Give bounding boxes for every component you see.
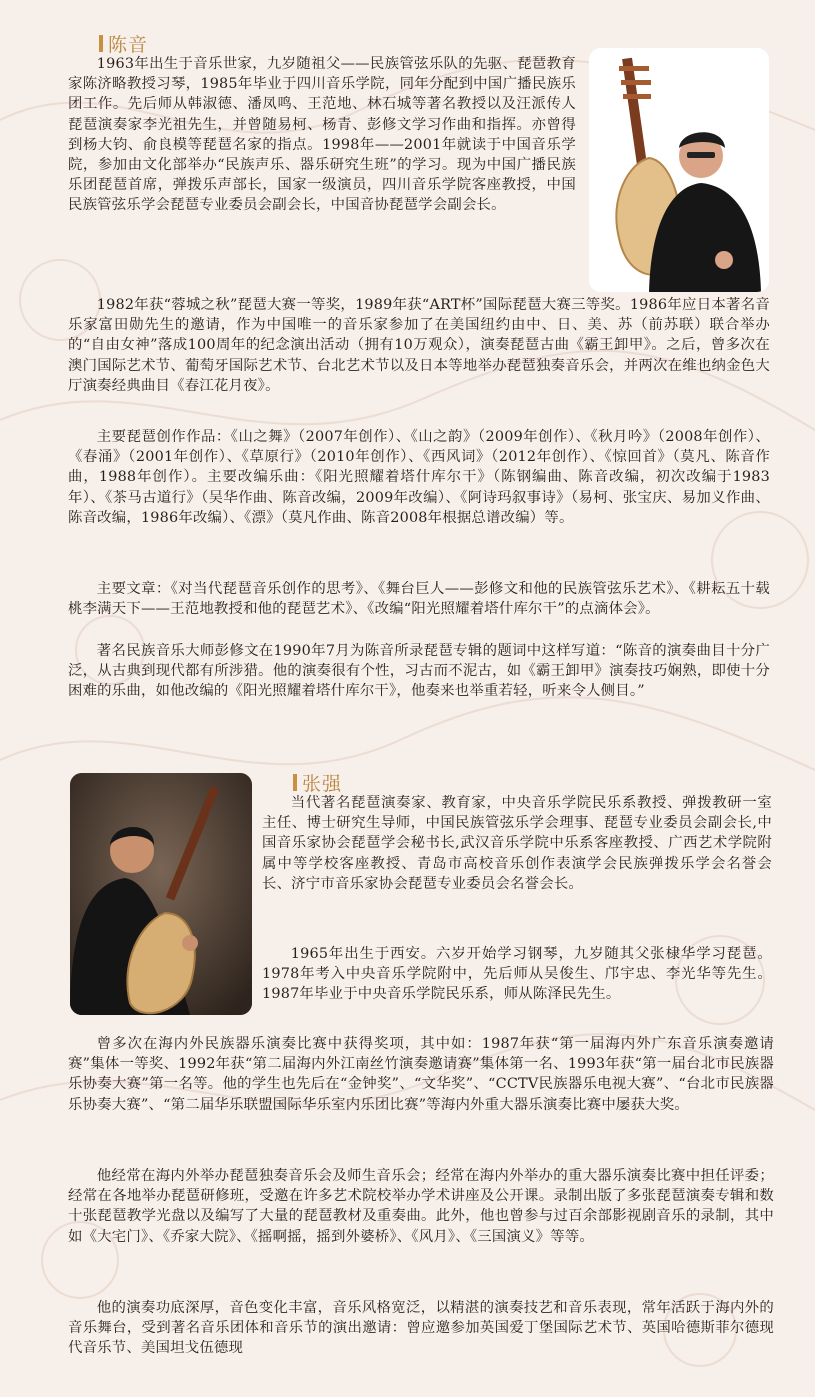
chen-yin-articles-paragraph: 主要文章：《对当代琵琶音乐创作的思考》、《舞台巨人——彭修文和他的民族管弦乐艺术》、《耕耘五十载桃李满天下——王范地教授和他的琵琶艺术》、《改编“阳光照耀着塔什库尔干”的点滴体会》。 xyxy=(68,581,770,618)
zhang-qiang-bio-paragraph-2: 1965年出生于西安。六岁开始学习钢琴，九岁随其父张棣华学习琵琶。1978年考入中央音乐学院附中，先后师从吴俊生、邝宇忠、李光华等先生。1987年毕业于中央音乐学院民乐系，师从陈泽民先生。 xyxy=(262,946,772,1003)
section-title-zhang-qiang xyxy=(293,769,342,796)
title-marker xyxy=(99,35,103,52)
zhang-qiang-activities-paragraph: 他经常在海内外举办琵琶独奏音乐会及师生音乐会；经常在海内外举办的重大器乐演奏比赛中担任评委；经常在各地举办琵琶研修班，受邀在许多艺术院校举办学术讲座及公开课。录制出版了多张琵琶演奏专辑和数十张琵琶教学光盘以及编写了大量的琵琶教材及重奏曲。此外，他也曾参与过百余部影视剧音乐的录制，其中如《大宅门》、《乔家大院》、《摇啊摇，摇到外婆桥》、《风月》、《三国演义》等等。 xyxy=(68,1168,774,1245)
section-title-chen-yin xyxy=(99,30,148,57)
zhang-qiang-performance-paragraph: 他的演奏功底深厚，音色变化丰富，音乐风格宽泛，以精湛的演奏技艺和音乐表现，常年活跃于海内外的音乐舞台，受到著名音乐团体和音乐节的演出邀请：曾应邀参加英国爱丁堡国际艺术节、英国哈德斯菲尔德现代音乐节、美国坦戈伍德现 xyxy=(68,1300,774,1357)
section-name: 陈音 xyxy=(108,34,149,56)
chen-yin-quote-paragraph: 著名民族音乐大师彭修文在1990年7月为陈音所录琵琶专辑的题词中这样写道：“陈音的演奏曲目十分广泛，从古典到现代都有所涉猎。他的演奏很有个性，习古而不泥古，如《霸王卸甲》演奏技巧娴熟，即使十分困难的乐曲，如他改编的《阳光照耀着塔什库尔干》，他奏来也举重若轻，听来令人侧目。” xyxy=(68,643,770,700)
pipa-player-image xyxy=(589,48,769,292)
chen-yin-bio-paragraph-1: 1963年出生于音乐世家，九岁随祖父——民族管弦乐队的先驱、琵琶教育家陈济略教授习琴，1985年毕业于四川音乐学院，同年分配到中国广播民族乐团工作。先后师从韩淑德、潘凤鸣、王范地、林石城等著名教授以及汪派传人琵琶演奏家李光祖先生，并曾随易柯、杨青、彭修文学习作曲和指挥。亦曾得到杨大钧、俞良模等琵琶名家的指点。1998年——2001年就读于中国音乐学院，参加由文化部举办“民族声乐、器乐研究生班”的学习。现为中国广播民族乐团琵琶首席，弹拨乐声部长，国家一级演员，四川音乐学院客座教授，中国民族管弦乐学会琵琶专业委员会副会长，中国音协琵琶学会副会长。 xyxy=(68,56,576,214)
title-marker xyxy=(293,774,297,791)
portrait-photo-zhang-qiang xyxy=(70,773,252,1015)
zhang-qiang-awards-paragraph: 曾多次在海内外民族器乐演奏比赛中获得奖项，其中如：1987年获“第一届海内外广东音乐演奏邀请赛”集体一等奖、1992年获“第二届海内外江南丝竹演奏邀请赛”集体第一名、1993年获“第一届台北市民族器乐协奏大赛”第一名等。他的学生也先后在“金钟奖”、“文华奖”、“CCTV民族器乐电视大赛”、“台北市民族器乐协奏大赛”、“第二届华乐联盟国际华乐室内乐团比赛”等海内外重大器乐演奏比赛中屡获大奖。 xyxy=(68,1036,774,1113)
portrait-photo-chen-yin xyxy=(589,48,769,292)
chen-yin-works-paragraph: 主要琵琶创作作品：《山之舞》（2007年创作）、《山之韵》（2009年创作）、《秋月吟》（2008年创作）、《春涌》（2001年创作）、《草原行》（2010年创作）、《西风词》（2012年创作）、《惊回首》（莫凡、陈音作曲，1988年创作）。主要改编乐曲：《阳光照耀着塔什库尔干》（陈钢编曲、陈音改编，初次改编于1983年）、《茶马古道行》（吴华作曲、陈音改编，2009年改编）、《阿诗玛叙事诗》（易柯、张宝庆、易加义作曲、陈音改编，1986年改编）、《漂》（莫凡作曲、陈音2008年根据总谱改编）等。 xyxy=(68,429,770,526)
pipa-player-image xyxy=(70,773,252,1015)
chen-yin-awards-paragraph: 1982年获“蓉城之秋”琵琶大赛一等奖，1989年获“ART杯”国际琵琶大赛三等奖。1986年应日本著名音乐家富田勋先生的邀请，作为中国唯一的音乐家参加了在美国纽约由中、日、美、苏（前苏联）联合举办的“自由女神”落成100周年的纪念演出活动（拥有10万观众），演奏琵琶古曲《霸王卸甲》。之后，曾多次在澳门国际艺术节、葡萄牙国际艺术节、台北艺术节以及日本等地举办琵琶独奏音乐会，并两次在维也纳金色大厅演奏经典曲目《春江花月夜》。 xyxy=(68,297,770,394)
zhang-qiang-bio-paragraph-1: 当代著名琵琶演奏家、教育家，中央音乐学院民乐系教授、弹拨教研一室主任、博士研究生导师，中国民族管弦乐学会理事、琵琶专业委员会副会长,中国音乐家协会琵琶学会秘书长,武汉音乐学院中乐系客座教授、广西艺术学院附属中等学校客座教授、青岛市高校音乐创作表演学会民族弹拨乐学会名誉会长、济宁市音乐家协会琵琶专业委员会名誉会长。 xyxy=(262,795,772,892)
section-name: 张强 xyxy=(302,773,343,795)
